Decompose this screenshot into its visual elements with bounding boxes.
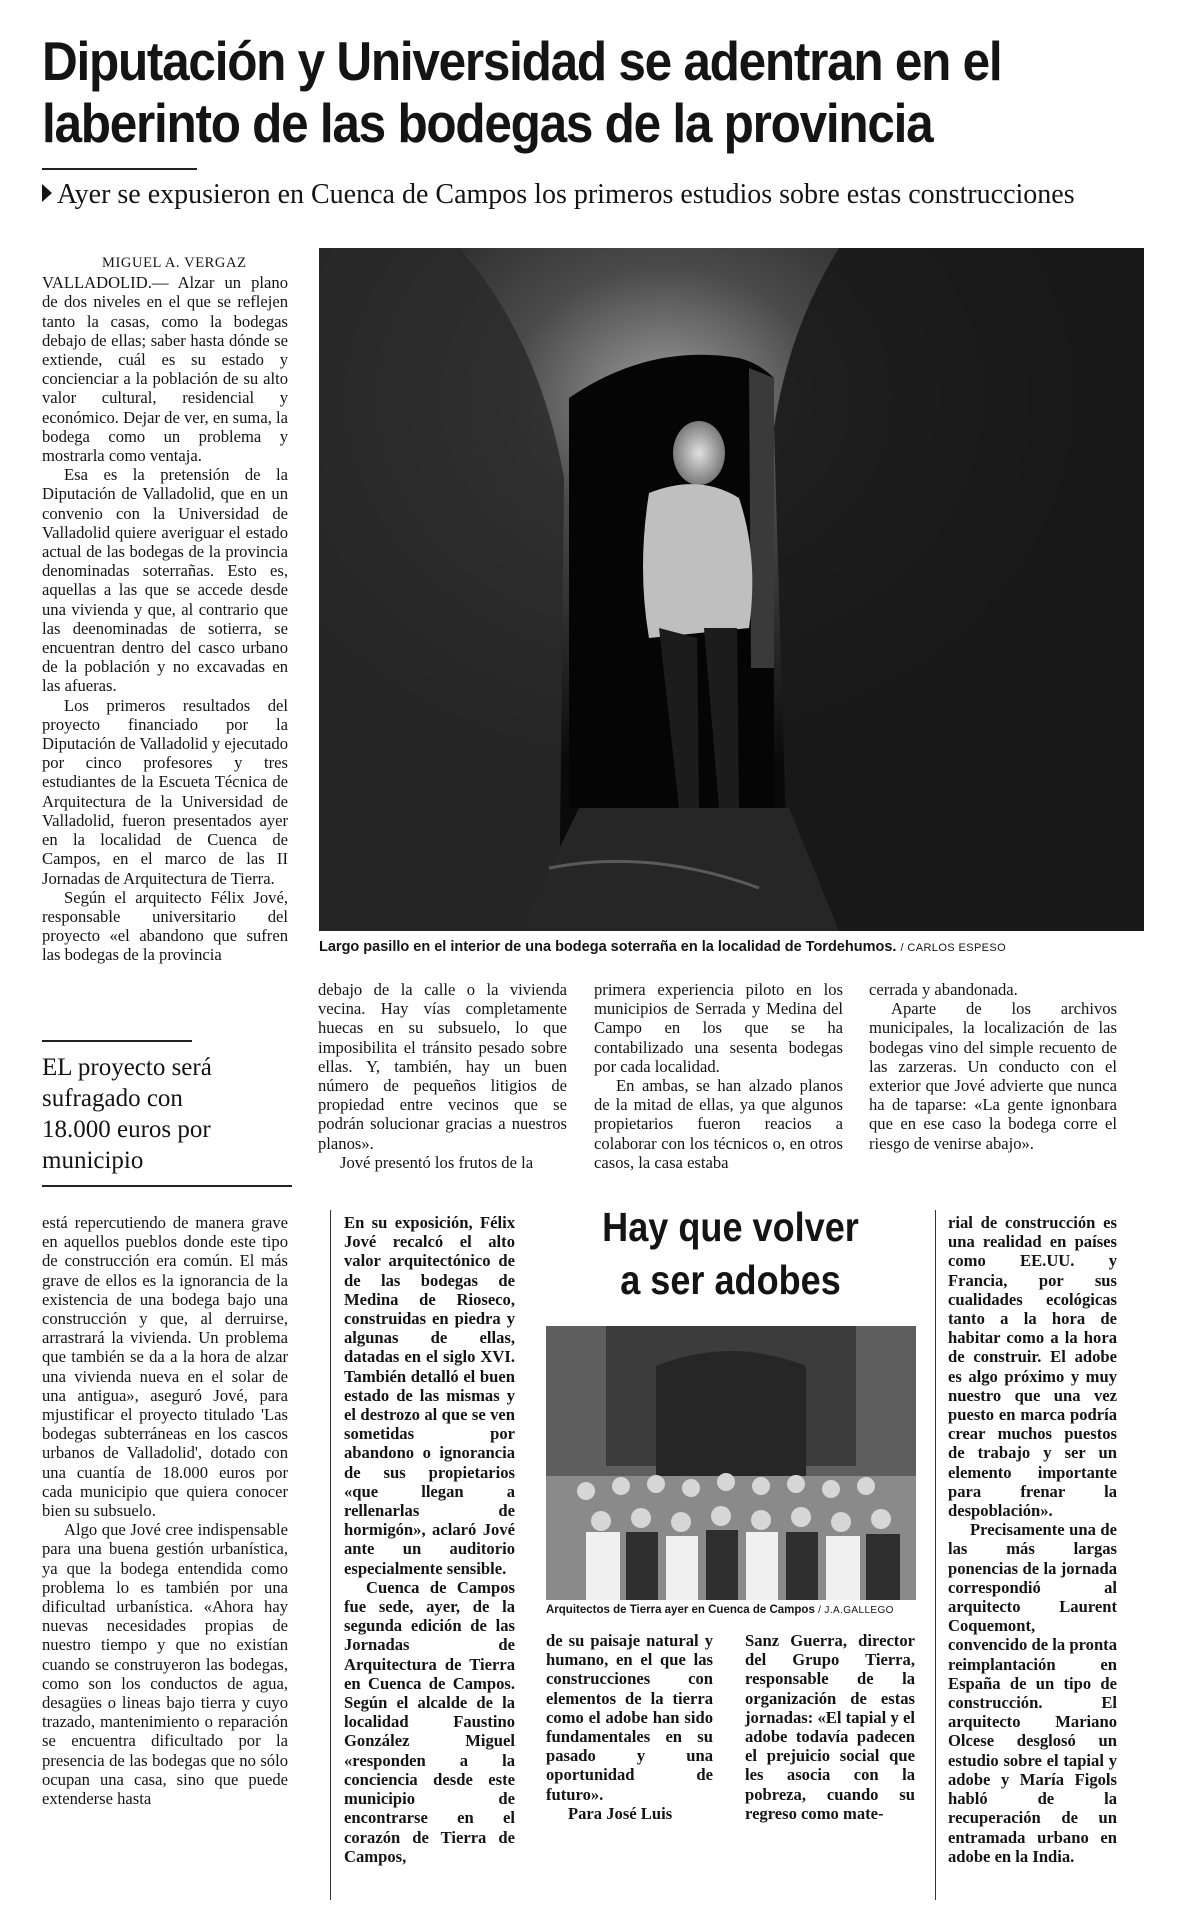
photo1-caption [319, 939, 1006, 955]
group-photo-illustration [546, 1326, 916, 1600]
photo1-credit: / CARLOS ESPESO [900, 942, 1007, 954]
pullquote-bottom-rule [42, 1185, 292, 1187]
paragraph: debajo de la calle o la vivienda vecina. Hay vías completamente huecas en su subsuelo, lo que imposibilita el tránsito pesado sobre ellas. Y, también, hay un buen número de pequeños litigios de propiedad entre vecinos que se podrán solucionar gracias a nuestros planos». [318, 980, 567, 1153]
cellar-corridor-photo [319, 248, 1144, 931]
article-column-4 [869, 980, 1117, 1153]
sidebar-title [570, 1201, 891, 1307]
paragraph: VALLADOLID.— Alzar un plano de dos niveles en el que se reflejen tanto la casas, como la bodegas debajo de ellas; saber hasta dónde se extiende, cuál es su estado y concienciar a la población de su alto valor cultural, residencial y económico. Dejar de ver, en suma, la bodega como un problema y mostrarla como ventaja. [42, 273, 288, 466]
paragraph: Cuenca de Campos fue sede, ayer, de la segunda edición de las Jornadas de Arquitectura de Tierra en Cuenca de Campos. Según el alcalde de la localidad Faustino González Miguel «responden a la conciencia desde este municipio de encontrarse en el corazón de Tierra de Campos, [344, 1577, 515, 1866]
article-column-1 [42, 254, 288, 965]
sidebar-column-a [344, 1213, 515, 1866]
headline [42, 30, 1041, 154]
sidebar-title-line-2: a ser adobes [620, 1257, 841, 1303]
paragraph: Sanz Guerra, director del Grupo Tierra, responsable de la organización de estas jornadas: «El tapial y el adobe todavía padecen el prejuicio social que les asocia con la pobreza, cuando su regreso como mate- [745, 1631, 915, 1823]
paragraph: primera experiencia piloto en los municipios de Serrada y Medina del Campo en los que se ha contabilizado una sesenta bodegas por cada localidad. [594, 980, 843, 1076]
byline: MIGUEL A. VERGAZ [102, 255, 247, 271]
sidebar-column-b [546, 1631, 713, 1823]
pullquote: EL proyecto será sufragado con 18.000 euros por municipio [42, 1054, 212, 1174]
paragraph: rial de construcción es una realidad en países como EE.UU. y Francia, por sus cualidades ecológicas tanto a la hora de habitar como a la hora de construir. El adobe es algo próximo y muy nuestro que una vez puesto en marca podría crear muchos puestos de trabajo y ser un elemento importante para frenar la despoblación». [948, 1213, 1117, 1521]
paragraph: En ambas, se han alzado planos de la mitad de ellas, ya que algunos propietarios fueron reacios a colaborar con los técnicos o, en otros casos, la casa estaba [594, 1076, 843, 1172]
sidebar-title-line-1: Hay que volver [602, 1204, 859, 1250]
paragraph: está repercutiendo de manera grave en aquellos pueblos donde este tipo de construcción era común. El más grave de ellos es la ignorancia de la existencia de una bodega bajo una construcción y que, al derruirse, arrastrará la vivienda. Un problema que también se da a la hora de alzar una vivienda nueva en el solar de una antigua», aseguró Jové, para mjustificar el proyecto titulado 'Las bodegas subterráneas en los cascos urbanos de Valladolid', dotado con una cuantía de 18.000 euros por cada municipio que quiera conocer bien su subsuelo. [42, 1213, 288, 1521]
paragraph: Precisamente una de las más largas ponencias de la jornada correspondió al arquitecto Laurent Coquemont, convencido de la pronta reimplantación en España de un tipo de construcción. El arquitecto Mariano Olcese desglosó un estudio sobre el tapial y adobe y María Figols habló de la recuperación de un entramada urbano en adobe en la India. [948, 1520, 1117, 1866]
sidebar-column-c [745, 1631, 915, 1823]
paragraph: cerrada y abandonada. [869, 980, 1018, 999]
paragraph: Algo que Jové cree indispensable para una buena gestión urbanística, ya que la bodega entendida como problema lo es también por una dificultad urbanística. «Ahora hay nuevas necesidades propias de nuestro tiempo y que no existían cuando se construyeron las bodegas, como son los conductos de agua, desagües o lineas bajo tierra y cuyo trazado, mantenimiento o reparación se encuentra dificultado por la presencia de las bodegas que no sólo ocupan una casa, sino que puede extenderse hasta [42, 1520, 288, 1809]
paragraph: Según el arquitecto Félix Jové, responsable universitario del proyecto «el abandono que sufren las bodegas de la provincia [42, 887, 288, 965]
paragraph: En su exposición, Félix Jové recalcó el alto valor arquitectónico de de las bodegas de Medina de Rioseco, construidas en piedra y algunas de ellas, datadas en el siglo XVI. También detalló el buen estado de las mismas y el destrozo al que se ven sometidas por abandono o ignorancia de sus propietarios «que llegan a rellenarlas de hormigón», aclaró Jové ante un auditorio especialmente sensible. [344, 1213, 515, 1578]
subheadline-text: Ayer se expusieron en Cuenca de Campos los primeros estudios sobre estas construcciones [57, 179, 1075, 210]
headline-rule [42, 168, 197, 170]
paragraph: Esa es la pretensión de la Diputación de Valladolid, que en un convenio con la Universidad de Valladolid quiere averiguar el estado actual de las bodegas de la provincia denominadas soterrañas. Esto es, aquellas a las que se accede desde una vivienda y que, al contrario que las deenominadas de sotierra, se encuentran dentro del casco urbano de la población y no excavadas en las afueras. [42, 465, 288, 696]
photo1-caption-text: Largo pasillo en el interior de una bodega soterraña en la localidad de Tordehumos. [319, 939, 897, 955]
group-photo [546, 1326, 916, 1600]
paragraph: Aparte de los archivos municipales, la localización de las bodegas vino del simple recuento de las zarzeras. Un conducto con el exterior que Jové advierte que nunca ha de taparse: «La gente ignonbara que en ese caso la bodega corre el riesgo de venirse abajo». [869, 999, 1117, 1153]
article-column-3 [594, 980, 843, 1172]
paragraph: Jové presentó los frutos de la [340, 1152, 534, 1172]
group-photo-caption [546, 1604, 894, 1616]
subheadline [42, 178, 1152, 212]
paragraph: Los primeros resultados del proyecto financiado por la Diputación de Valladolid y ejecutado por cinco profesores y tres estudiantes de la Escueta Técnica de Arquitectura de la Universidad de Valladolid, fueron presentados ayer en la localidad de Cuenca de Campos, en el marco de las II Jornadas de Arquitectura de Tierra. [42, 695, 288, 888]
sidebar-column-d [948, 1213, 1117, 1866]
paragraph: Para José Luis [568, 1803, 673, 1823]
group-photo-caption-text: Arquitectos de Tierra ayer en Cuenca de Campos [546, 1604, 815, 1616]
bullet-triangle-icon [42, 184, 52, 202]
article-column-1-continued [42, 1213, 288, 1808]
pullquote-top-rule [42, 1040, 192, 1042]
sidebar-divider-right [935, 1210, 936, 1900]
paragraph: de su paisaje natural y humano, en el que las construcciones con elementos de la tierra como el adobe han sido fundamentales en su pasado y una oportunidad de futuro». [546, 1631, 713, 1804]
headline-line-1: Diputación y Universidad se adentran en el [42, 30, 1002, 92]
article-column-2 [318, 980, 567, 1172]
cellar-corridor-illustration [319, 248, 1144, 931]
group-photo-credit: / J.A.GALLEGO [818, 1605, 894, 1616]
headline-line-2: laberinto de las bodegas de la provincia [42, 92, 933, 154]
sidebar-divider-left [330, 1210, 331, 1900]
